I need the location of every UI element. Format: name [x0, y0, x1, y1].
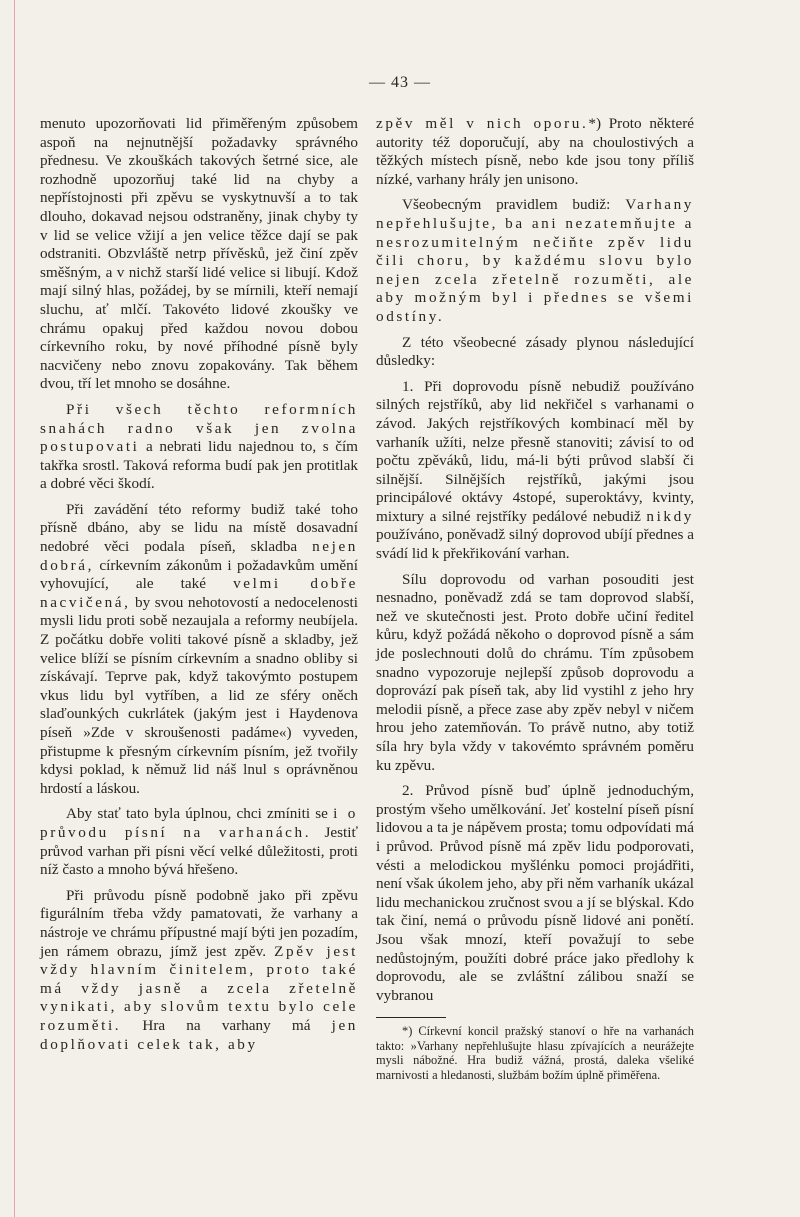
text: Hra na varhany má	[121, 1016, 332, 1034]
paragraph: Z této všeobecné zásady plynou následující důsledky:	[376, 333, 694, 370]
text: *) Proto některé autority též doporučují, aby na choulostivých a těžkých místech písně, nebo kde jsou tony příliš nízké, varhany hrály jen unisono.	[376, 115, 694, 188]
spaced-text: Při všech těchto reformních snahách radno však jen zvolna postupovati	[40, 400, 358, 456]
paragraph	[376, 115, 694, 189]
paragraph: menuto upozorňovati lid přiměřeným způsobem aspoň na nejnutnější požadavky správného přednesu. Ve zkouškách takových šetrné sice, ale rozhodně upozorňuj také lid na chyby a nepřístojnosti při zpěvu se vyskytnuvší a to tak dlouho, dokavad nejsou odstraněny, jinak chyby ty v lid se velice vžijí a jen velice těžce dají se pak odstraniti. Obzvláště netrp přívěsků, jež činí zpěv směšným, a v nichž starší lidé velice si libují. Kdož mají silný hlas, požádej, by se mírnili, kteří nemají sluchu, ať mlčí. Takovéto lidové zkoušky ve chrámu opakuj před každou novou dobou církevního roku, by nové příhodné písně byly nacvičeny nebo znovu zopakovány. Tak během dvou, tří let mnoho se dosáhne.	[40, 115, 358, 393]
text: Všeobecným pravidlem budiž:	[402, 196, 626, 214]
text: Jestiť průvod varhan při písni věcí velké důležitosti, proti níž často a mnoho bývá hřešeno.	[40, 823, 358, 879]
spaced-text: jen doplňovati celek tak, aby	[40, 1016, 358, 1053]
text: církevním zákonům i požadavkům umění vyhovující, ale také	[40, 556, 358, 593]
spaced-text: zpěv měl v nich oporu.	[376, 115, 589, 132]
paragraph	[40, 887, 358, 1054]
text: 1. Při doprovodu písně nebudiž používáno silných rejstříků, aby lid nekřičel s varhanami o závod. Jakých rejstříkových kombinací měl by varhaník užíti, nelze přesně stanoviti; závisí to od počtu zpěváků, lidu, má-li býti průvod slabší či silnější. Silnějších rejstříků, jakými jsou principálové oktávy 4stopé, superoktávy, kvinty, mixtury a silné rejstříky pedálové nebudiž	[376, 377, 694, 525]
spaced-text: nejen dobrá,	[40, 538, 358, 574]
left-column	[40, 115, 358, 1054]
page-edge-line	[14, 0, 15, 1217]
text: Při zavádění této reformy budiž také toho přísně dbáno, aby se lidu na místě dosavadní nedobré věci podala píseň, skladba	[40, 500, 358, 556]
footnote-text: *) Církevní koncil pražský stanoví o hře na varhanách takto: »Varhany nepřehlušujte hlasu zpívajících a neurážejte mysli nábožné. Hra budiž vážná, prostá, daleka všeliké marnivosti a hledanosti, službám božím úplně přiměřena.	[376, 1024, 694, 1082]
page-number: — 43 —	[369, 74, 431, 91]
spaced-text: velmi dobře nacvičená,	[40, 575, 358, 611]
text: by svou nehotovostí a nedocelenosti mysli lidu proti sobě nezaujala a reformy neubíjela. Z počátku dobře voliti takové písně a skladby, jež velice blíží se písním církevním a snadno obliby si získávají. Teprve pak, když takovýmto postupem vkus lidu byl vytříben, a lid ze sféry oněch slaďounkých cukrlátek (jakým jest i Haydenova píseň »Zde v skroušenosti padáme«) vyveden, přistupme k přesným církevním písním, jež tvořily kdysi poklad, k němuž lid náš lnul s oprávněnou hrdostí a láskou.	[40, 593, 358, 797]
paragraph	[376, 378, 694, 564]
spaced-text: i o průvodu písní na varhanách.	[40, 805, 358, 841]
text: Při průvodu písně podobně jako při zpěvu figurálním třeba vždy pamatovati, že varhany a nástroje ve chrámu přípustné mají býti jen pozadím, jen rámem obrazu, jímž jest zpěv.	[40, 886, 358, 960]
text: používáno, poněvadž silný doprovod ubíjí přednes a svádí lid k překřikování varhan.	[376, 526, 694, 563]
paragraph	[376, 196, 694, 326]
footnote-divider	[376, 1017, 446, 1018]
footnote	[376, 1024, 694, 1082]
spaced-text: Varhany nepřehlušujte, ba ani nezatemňujte a nesrozumitelným nečiňte zpěv lidu čili choru, by každému slovu bylo nejen zcela zřetelně rozuměti, ale aby možným byl i přednes se všemi odstíny.	[376, 196, 694, 325]
text: Aby stať tato byla úplnou, chci zmíniti se	[66, 805, 334, 823]
paragraph	[40, 805, 358, 879]
paragraph	[40, 501, 358, 799]
spaced-text: nikdy	[646, 507, 694, 525]
paragraph	[40, 401, 358, 494]
spaced-text: Zpěv jest vždy hlavním činitelem, proto také má vždy jasně a zcela zřetelně vynikati, aby slovům textu bylo cele rozuměti.	[40, 942, 358, 1034]
text: a nebrati lidu najednou to, s čím takřka srostl. Taková reforma budí pak jen protitlak a dobré věci škodí.	[40, 438, 358, 493]
right-column	[376, 115, 694, 1082]
paragraph: Sílu doprovodu od varhan posouditi jest nesnadno, poněvadž zdá se tam doprovod slabší, než ve skutečnosti jest. Proto dobře učiní ředitel kůru, když požádá někoho o doprovod písně a sám jde poslechnouti dolů do chrámu. Tím způsobem snadno vypozoruje nejlepší způsob doprovodu a doprovází pak píseň tak, aby lid vystihl z jeho hry melodii písně, a přece zase aby zpěv nebyl v ničem hrou jeho zatemňován. To právě nutno, aby totiž síla hry byla vždy v takovémto správném poměru ku zpěvu.	[376, 570, 694, 774]
paragraph: 2. Průvod písně buď úplně jednoduchým, prostým všeho umělkování. Jeť kostelní píseň písní lidovou a ta je nápěvem prosta; tomu odpovídati má i průvod. Průvod písně má zpěv lidu podporovati, vésti a melodickou myšlénku pomoci projádřiti, není však úkolem jeho, aby při něm varhaník ukázal lidu mechanickou zručnost svou a jí se blýskal. Kdo tak činí, nemá o průvodu písně lidové ani ponětí. Jsou však mnozí, kteří považují to sebe nedůstojným, použíti dobré práce jako předlohy k doprovodu, ale se zvláštní zálibou snaží se vybranou	[376, 782, 694, 1004]
